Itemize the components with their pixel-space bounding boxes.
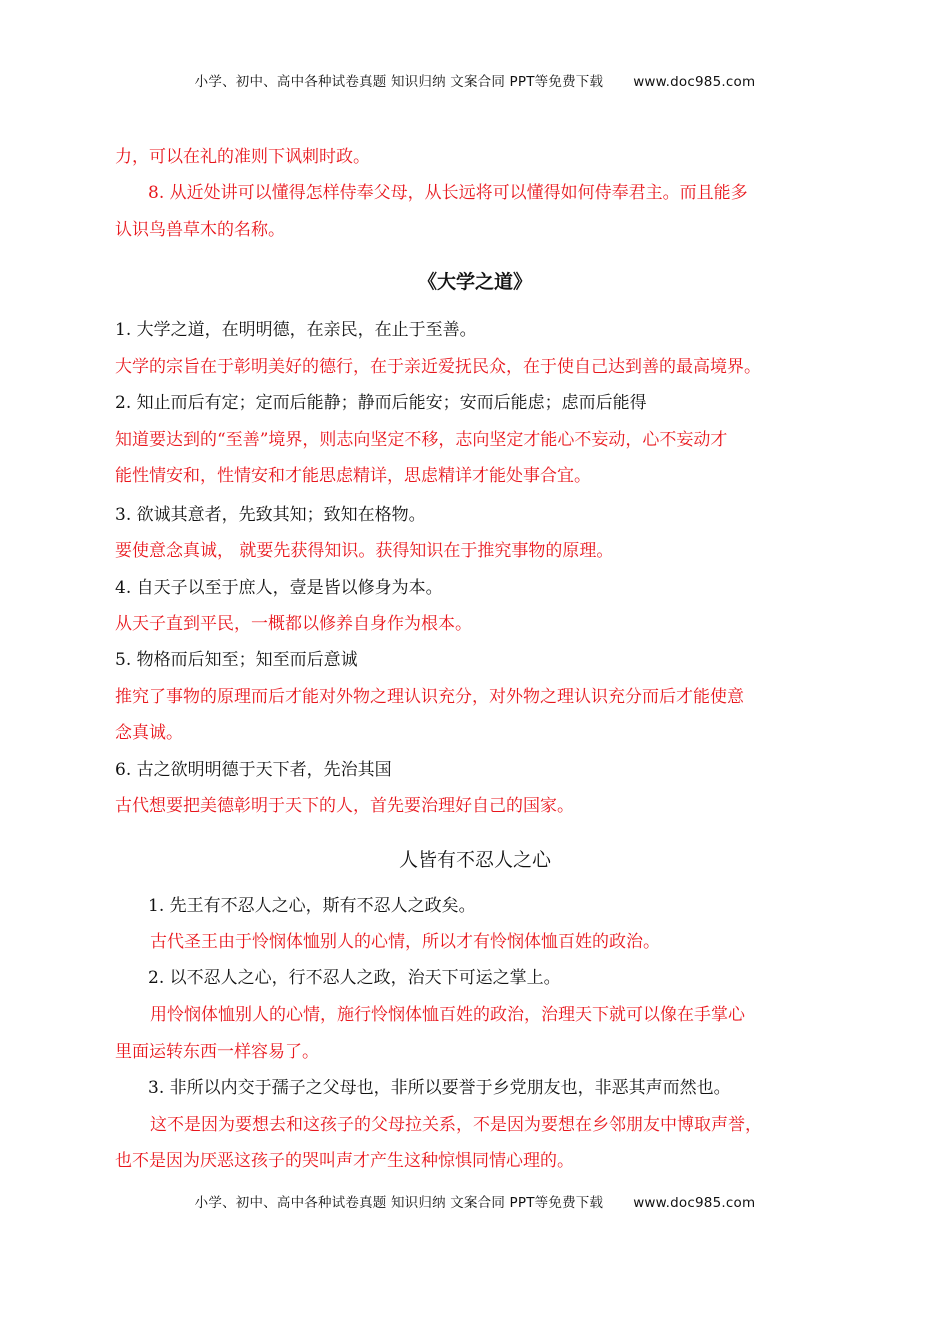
- translation-text: 用怜悯体恤别人的心情，施行怜悯体恤百姓的政治，治理天下就可以像在手掌心: [150, 1005, 745, 1025]
- page-footer: [0, 1191, 950, 1211]
- original-text: 4. 自天子以至于庶人，壹是皆以修身为本。: [115, 578, 443, 598]
- original-text: 6. 古之欲明明德于天下者，先治其国: [115, 760, 392, 780]
- header-url: www.doc985.com: [633, 74, 756, 90]
- translation-text: 古代想要把美德彰明于天下的人，首先要治理好自己的国家。: [115, 796, 574, 816]
- page-header: [0, 70, 950, 90]
- footer-text: 小学、初中、高中各种试卷真题 知识归纳 文案合同 PPT等免费下载: [194, 1195, 604, 1211]
- section-title-daxue: 《大学之道》: [417, 271, 532, 293]
- translation-text: 大学的宗旨在于彰明美好的德行，在于亲近爱抚民众，在于使自己达到善的最高境界。: [115, 357, 761, 377]
- header-text: 小学、初中、高中各种试卷真题 知识归纳 文案合同 PPT等免费下载: [194, 74, 604, 90]
- translation-text: 念真诚。: [115, 723, 183, 743]
- translation-text: 从天子直到平民，一概都以修养自身作为根本。: [115, 614, 472, 634]
- translation-text: 能性情安和，性情安和才能思虑精详，思虑精详才能处事合宜。: [115, 466, 591, 486]
- translation-text: 这不是因为要想去和这孩子的父母拉关系，不是因为要想在乡邻朋友中博取声誉，: [150, 1115, 762, 1135]
- translation-text: 里面运转东西一样容易了。: [115, 1042, 319, 1062]
- footer-url: www.doc985.com: [633, 1195, 756, 1211]
- section-title-burenren: 人皆有不忍人之心: [398, 849, 551, 871]
- translation-text: 古代圣王由于怜悯体恤别人的心情，所以才有怜悯体恤百姓的政治。: [150, 932, 660, 952]
- original-text: 2. 知止而后有定；定而后能静；静而后能安；安而后能虑；虑而后能得: [115, 393, 647, 413]
- intro-line: 8. 从近处讲可以懂得怎样侍奉父母，从长远将可以懂得如何侍奉君主。而且能多: [148, 183, 748, 203]
- translation-text: 要使意念真诚， 就要先获得知识。获得知识在于推究事物的原理。: [115, 541, 614, 561]
- translation-text: 知道要达到的“至善”境界，则志向坚定不移，志向坚定才能心不妄动，心不妄动才: [115, 430, 728, 450]
- original-text: 2. 以不忍人之心，行不忍人之政，治天下可运之掌上。: [148, 968, 561, 988]
- translation-text: 也不是因为厌恶这孩子的哭叫声才产生这种惊惧同情心理的。: [115, 1151, 574, 1171]
- original-text: 1. 大学之道，在明明德，在亲民，在止于至善。: [115, 320, 477, 340]
- original-text: 3. 非所以内交于孺子之父母也，非所以要誉于乡党朋友也，非恶其声而然也。: [148, 1078, 731, 1098]
- translation-text: 推究了事物的原理而后才能对外物之理认识充分，对外物之理认识充分而后才能使意: [115, 687, 744, 707]
- intro-line: 力，可以在礼的准则下讽刺时政。: [115, 147, 370, 167]
- intro-line: 认识鸟兽草木的名称。: [115, 220, 285, 240]
- original-text: 1. 先王有不忍人之心，斯有不忍人之政矣。: [148, 896, 476, 916]
- original-text: 5. 物格而后知至；知至而后意诚: [115, 650, 358, 670]
- original-text: 3. 欲诚其意者，先致其知；致知在格物。: [115, 505, 426, 525]
